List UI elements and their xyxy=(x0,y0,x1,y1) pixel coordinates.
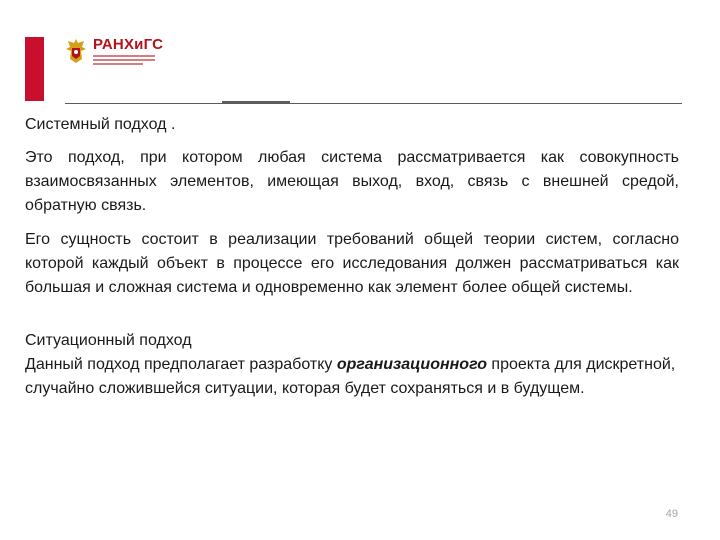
paragraph-systemic-definition: Это подход, при котором любая система рассматривается как совокупность взаимосвязанных элементов, имеющая выход, вход, связь с внешней средой, обратную связь. xyxy=(25,149,679,214)
header-divider xyxy=(65,103,682,104)
paragraph-situational-end: проекта для дискретной, случайно сложившейся ситуации, которая будет сохраняться и в будущем. xyxy=(25,356,676,397)
paragraph-systemic-essence: Его сущность состоит в реализации требований общей теории систем, согласно которой каждый объект в процессе его исследования должен рассматриваться как большая и сложная система и одновременно как элемент более общей системы. xyxy=(25,231,679,296)
paragraph-situational-definition xyxy=(25,353,679,401)
heading-systemic-suffix: . xyxy=(166,116,176,133)
heading-systemic-text: Системный подход xyxy=(25,116,167,133)
page-number: 49 xyxy=(665,508,678,520)
emphasized-term: организационного xyxy=(336,356,487,373)
section-heading-situational: Ситуационный подход xyxy=(25,332,192,349)
section-heading-systemic xyxy=(25,113,679,137)
ranepa-logo xyxy=(64,33,174,69)
header-divider-accent xyxy=(222,101,290,104)
accent-red-bar xyxy=(25,37,44,101)
eagle-emblem-icon xyxy=(64,37,88,65)
slide-content xyxy=(25,113,679,401)
logo-tagline-lines xyxy=(93,55,163,65)
paragraph-situational-start: Данный подход предполагает разработку xyxy=(25,356,337,373)
logo-name: РАНХиГС xyxy=(93,36,164,53)
